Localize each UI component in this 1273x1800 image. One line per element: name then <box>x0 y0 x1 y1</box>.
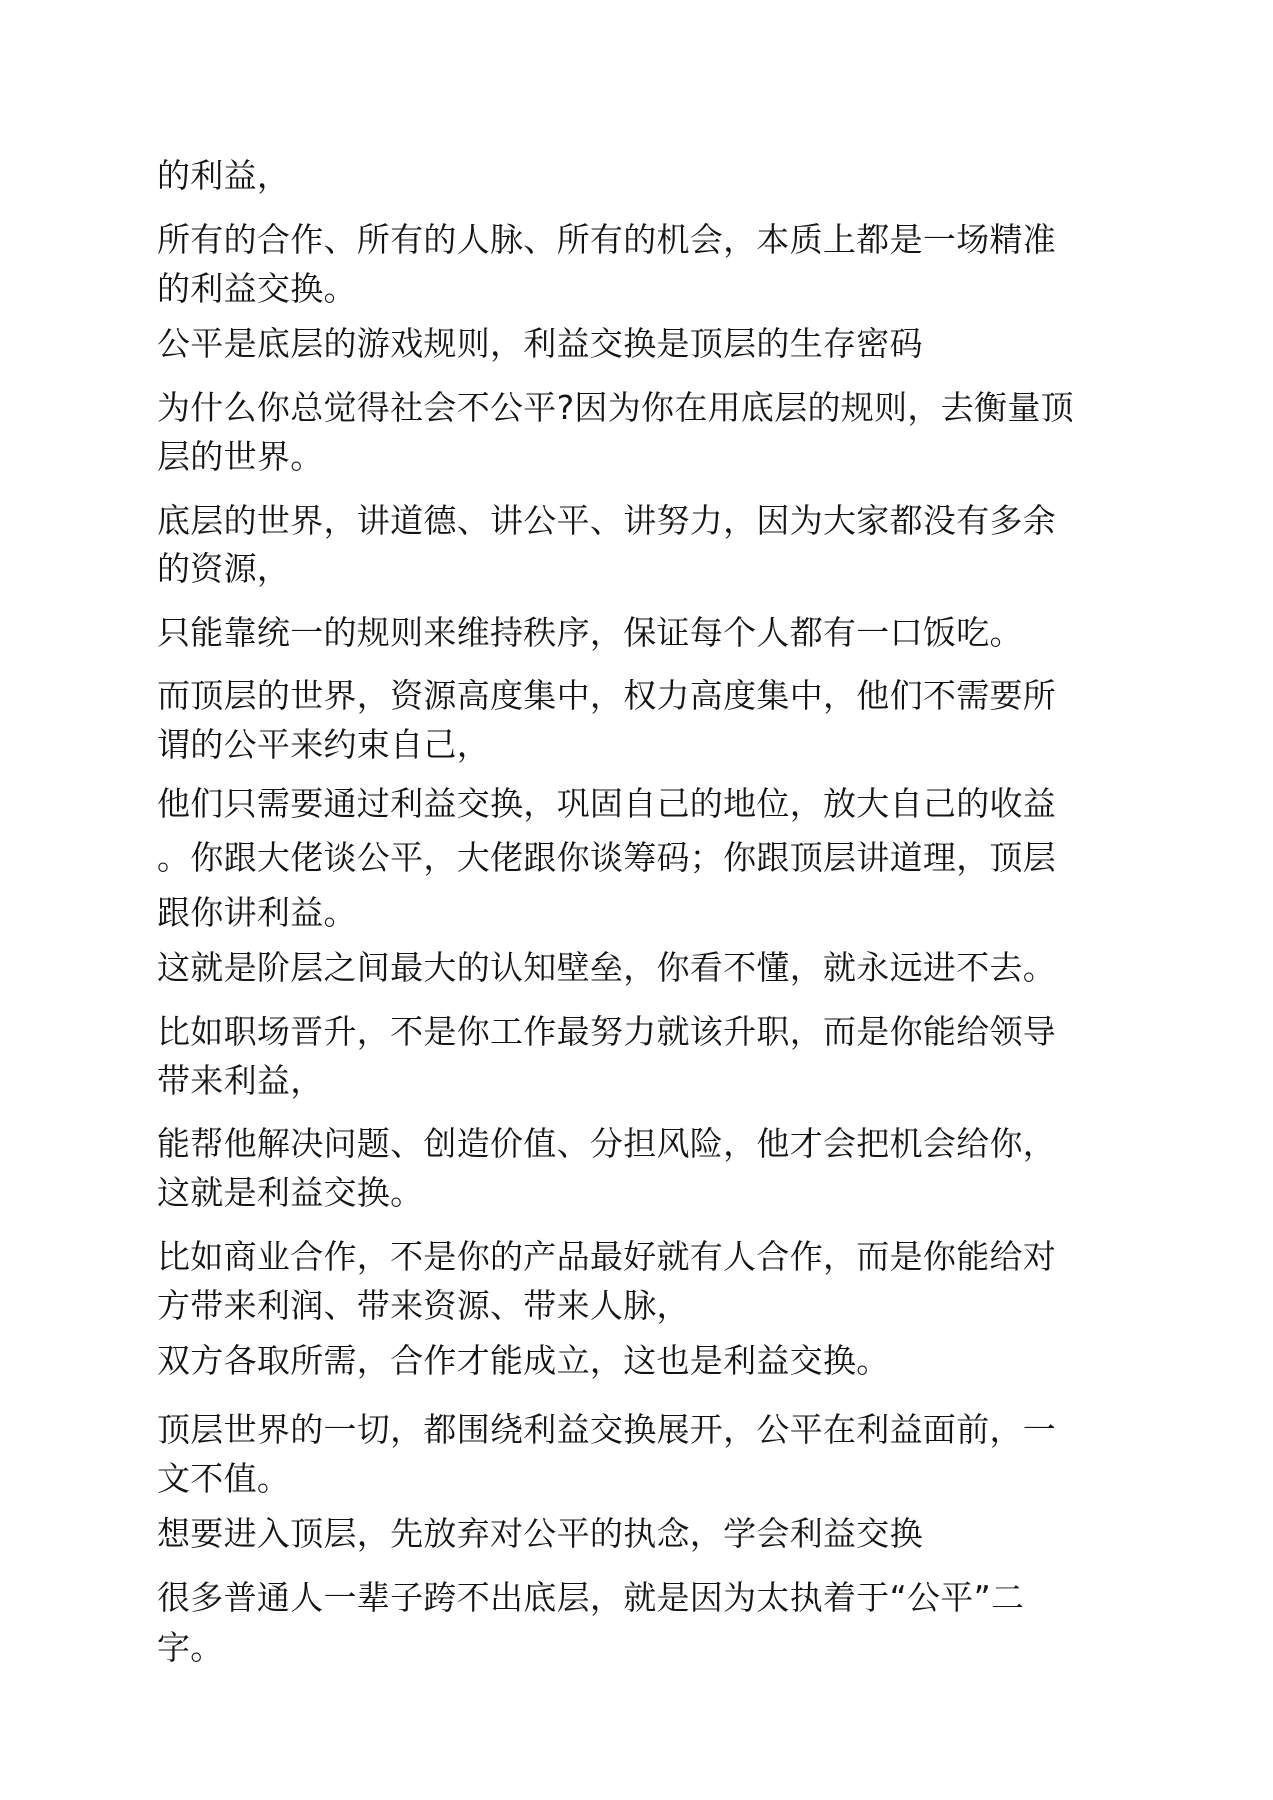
text-line-15: 这就是阶层之间最大的认知壁垒，你看不懂，就永远进不去。 <box>157 948 1057 987</box>
text-line-19: 这就是利益交换。 <box>157 1173 424 1212</box>
text-line-3: 的利益交换。 <box>157 269 357 308</box>
text-line-26: 很多普通人一辈子跨不出底层，就是因为太执着于“公平”二 <box>157 1578 1025 1617</box>
text-line-7: 底层的世界，讲道德、讲公平、讲努力，因为大家都没有多余 <box>157 501 1057 540</box>
text-line-23: 顶层世界的一切，都围绕利益交换展开，公平在利益面前，一 <box>157 1410 1057 1449</box>
text-line-6: 层的世界。 <box>157 437 324 476</box>
text-line-17: 带来利益， <box>157 1061 324 1100</box>
text-line-13: 。你跟大佬谈公平，大佬跟你谈筹码；你跟顶层讲道理，顶层 <box>157 838 1057 877</box>
text-line-12: 他们只需要通过利益交换，巩固自己的地位，放大自己的收益 <box>157 784 1057 823</box>
text-line-9: 只能靠统一的规则来维持秩序，保证每个人都有一口饭吃。 <box>157 613 1023 652</box>
text-line-1: 的利益， <box>157 156 291 195</box>
text-line-8: 的资源， <box>157 549 291 588</box>
text-line-21: 方带来利润、带来资源、带来人脉， <box>157 1286 690 1325</box>
text-line-2: 所有的合作、所有的人脉、所有的机会，本质上都是一场精准 <box>157 220 1057 259</box>
text-line-10: 而顶层的世界，资源高度集中，权力高度集中，他们不需要所 <box>157 676 1057 715</box>
text-line-24: 文不值。 <box>157 1459 291 1498</box>
text-line-16: 比如职场晋升，不是你工作最努力就该升职，而是你能给领导 <box>157 1012 1057 1051</box>
text-line-5: 为什么你总觉得社会不公平?因为你在用底层的规则，去衡量顶 <box>157 388 1074 427</box>
text-line-22: 双方各取所需，合作才能成立，这也是利益交换。 <box>157 1341 890 1380</box>
text-line-20: 比如商业合作，不是你的产品最好就有人合作，而是你能给对 <box>157 1237 1057 1276</box>
text-line-27: 字。 <box>157 1628 224 1667</box>
text-line-14: 跟你讲利益。 <box>157 893 357 932</box>
text-line-4: 公平是底层的游戏规则，利益交换是顶层的生存密码 <box>157 324 923 363</box>
text-line-18: 能帮他解决问题、创造价值、分担风险，他才会把机会给你， <box>157 1124 1057 1163</box>
text-line-25: 想要进入顶层，先放弃对公平的执念，学会利益交换 <box>157 1514 923 1553</box>
text-line-11: 谓的公平来约束自己， <box>157 725 490 764</box>
